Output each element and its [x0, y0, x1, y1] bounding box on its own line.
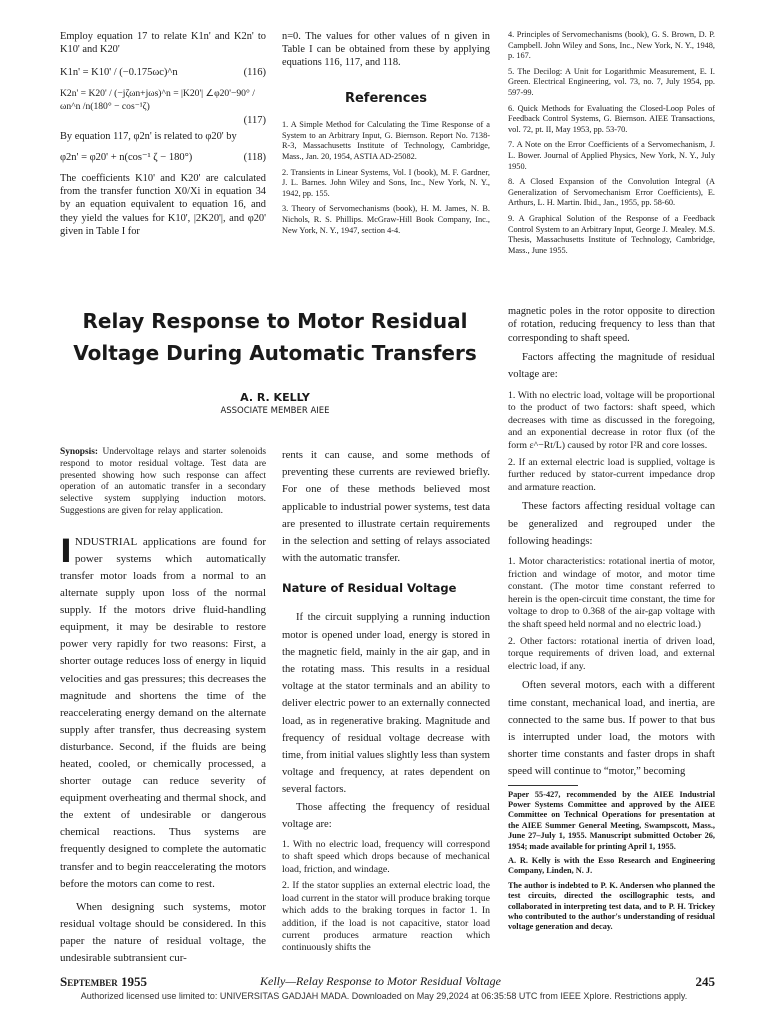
page-number: 245 [695, 974, 715, 989]
issue-date: September 1955 [60, 974, 147, 989]
reference-item: 7. A Note on the Error Coefficients of a Servomechanism, J. L. Bower. Journal of Applied Physics, New York, N. Y., July 1950. [508, 140, 715, 171]
article-col1 [60, 447, 266, 967]
regroup-item-1: 1. Motor characteristics: rotational inertia of motor, friction and windage of motor, and motor time constant. (The motor time constant referred to herein is the open-circuit time constant, the time for voltage to drop to 0.368 of the air-gap voltage with the shaft speed held normal and no electric load.) [508, 555, 715, 630]
design-paragraph: When designing such systems, motor residual voltage should be considered. In this paper the nature of residual voltage, the undesirable subtransient cur- [60, 900, 266, 965]
reference-item: 8. A Closed Expansion of the Convolution Integral (A Generalization of Servomechanism Error Coefficients), E. Arthurs, L. H. Martin. Ibid., Jan., 1955, pp. 58-60. [508, 177, 715, 208]
footnote-author: A. R. Kelly is with the Esso Research and Engineering Company, Linden, N. J. [508, 855, 715, 876]
frequency-paragraph: Those affecting the frequency of residual voltage are: [282, 801, 490, 830]
equation-118: φ2n' = φ20' + n(cos⁻¹ ζ − 180°) (118) [60, 152, 266, 164]
top-col1 [60, 30, 266, 242]
reference-item: 5. The Decilog: A Unit for Logarithmic Measurement, E. I. Green. Electrical Engineering, vol. 73, no. 7, July 1954, pp. 597-99. [508, 66, 715, 97]
footnote-rule [508, 785, 578, 786]
footnote-acknowledgment: The author is indebted to P. K. Andersen who planned the test circuits, directed the oscillographic tests, and collaborated in interpreting test data, and to P. H. Trickey who contributed to the author's understanding of residual voltage generation and decay. [508, 880, 715, 932]
reference-item: 2. Transients in Linear Systems, Vol. I (book), M. F. Gardner, J. L. Barnes. John Wiley and Sons, Inc., New York, N. Y., 1942, pp. 155. [282, 167, 490, 198]
frequency-item-1: 1. With no electric load, frequency will correspond to shaft speed which drops because of mechanical load, friction, and windage. [282, 839, 490, 875]
article-col2 [282, 447, 490, 959]
author-name: A. R. KELLY [240, 391, 310, 404]
author-role: ASSOCIATE MEMBER AIEE [220, 406, 330, 416]
regroup-item-2: 2. Other factors: rotational inertia of driven load, torque requirements of driven load, and external electric load, if any. [508, 635, 715, 672]
magnitude-item-1: 1. With no electric load, voltage will be proportional to the product of two factors: shaft speed, which decreases with time as discussed in the foregoing, and an exponential decrease in rotor flux (of the form ε^−Rt/L) caused by rotor I²R and core losses. [508, 389, 715, 451]
coefficients-paragraph: The coefficients K10' and K20' are calculated from the transfer function X0/Xi in equation 34 by an equation equivalent to equation 16, and they yield the values for K10', |2K20'|, and φ20' given in Table I for [60, 173, 266, 237]
equation-117-number: (117) [243, 115, 266, 127]
methods-paragraph: rents it can cause, and some methods of preventing these currents are reviewed briefly. For one of these methods believed most applicable to industrial power systems, test data are presented to illustrate certain requirements in the selection and setting of relays associated with the automatic transfer. [282, 449, 490, 565]
footnote-paper: Paper 55-427, recommended by the AIEE Industrial Power Systems Committee and approved by the AIEE Committee on Technical Operations for presentation at the AIEE Summer General Meeting, Swampscott, Mass., June 27–July 1, 1955. Manuscript submitted October 26, 1954; made available for printing April 1, 1955. [508, 789, 715, 851]
nature-paragraph: If the circuit supplying a running induction motor is opened under load, energy is stored in the magnetic field, mainly in the air gap, and in the rotating mass. This results in a residual voltage at the stator terminals and an ability to deliver electric power to an externally connected load, as in regenerative braking. Magnitude and frequency of residual voltage decrease with time, from initial values slightly less than system voltage and frequency, at rates dependent on several factors. [282, 612, 490, 796]
top-col2 [282, 30, 490, 241]
references-list-b [508, 30, 715, 256]
synopsis [60, 447, 266, 518]
magnitude-item-2: 2. If an external electric load is supplied, voltage is further reduced by stator-current impedance drop and armature reaction. [508, 456, 715, 493]
references-list-a [282, 120, 490, 236]
article-header [60, 305, 490, 416]
nature-heading: Nature of Residual Voltage [282, 581, 457, 596]
reference-item: 6. Quick Methods for Evaluating the Closed-Loop Poles of Feedback Control Systems, G. Biernson. AIEE Transactions, vol. 72, pt. II, May 1953, pp. 53-70. [508, 103, 715, 134]
drop-cap: I [60, 531, 72, 570]
references-heading: References [344, 91, 428, 107]
magnetic-poles-text: magnetic poles in the rotor opposite to direction of rotation, reducing frequency to less than that corresponding to shaft speed. [508, 306, 715, 344]
article-title-line2: Voltage During Automatic Transfers [73, 341, 477, 365]
article-title-line1: Relay Response to Motor Residual [82, 309, 468, 333]
equation-117: K2n' = K20' / (−jζωn+jωs)^n = |K20'| ∠φ20'−90° / ωn^n /n(180° − cos⁻¹ζ) [60, 88, 255, 113]
intro-paragraph: INDUSTRIAL applications are found for power systems which automatically transfer motor loads from a normal to an alternate supply upon loss of the normal supply. If the motors drive fluid-handling equipment, it may be desirable to restore power very rapidly for two reasons: First, a shorter outage reduces loss of energy in liquid velocities and gas pressures; this decreases the magnitude and shortens the time of the reaccelerating energy demand on the alternate supply after transfer, thus decreasing system disturbance. Second, if the fluids are being heated, cooled, or chemically processed, a shorter outage can reduce severity of equipment overheating and thermal shock, and the extent of undesirable or dangerous chemical reactions. Thus systems are frequently designed to complete the automatic transfer and to begin reaccelerating the motors before the motors can come to rest. [60, 531, 266, 890]
page-footer [60, 974, 715, 992]
reference-item: 3. Theory of Servomechanisms (book), H. M. James, N. B. Nichols, R. S. Phillips. McGraw-Hill Book Company, Inc., New York, N. Y., 1947, section 4-4. [282, 204, 490, 235]
equation-116: K1n' = K10' / (−0.175ωc)^n (116) [60, 67, 266, 79]
eq-intro-text: Employ equation 17 to relate K1n' and K2n' to K10' and K20' [60, 31, 266, 56]
reference-item: 4. Principles of Servomechanisms (book), G. S. Brown, D. P. Campbell. John Wiley and Sons, Inc., New York, N. Y., 1948, p. 167. [508, 30, 715, 61]
reference-item: 1. A Simple Method for Calculating the Time Response of a System to an Arbitrary Input, G. Biernson. Report No. 7138-R-3, Massachusetts Institute of Technology, Cambridge, Mass., Jan. 20, 1954, ASTIA AD-25082. [282, 120, 490, 162]
magnitude-paragraph: Factors affecting the magnitude of residual voltage are: [508, 352, 715, 381]
frequency-item-2: 2. If the stator supplies an external electric load, the load current in the stator will produce braking torque which adds to the braking torques in factor 1. In addition, if the load is not capacitive, stator load current produces armature reaction which continuously shifts the [282, 880, 490, 954]
table-values-paragraph: n=0. The values for other values of n given in Table I can be obtained from these by applying equations 116, 117, and 118. [282, 31, 490, 69]
article-col3 [508, 305, 715, 937]
license-notice: Authorized licensed use limited to: UNIVERSITAS GADJAH MADA. Downloaded on May 29,2024 at 06:35:58 UTC from IEEE Xplore. Restrictions apply. [80, 991, 688, 1001]
synopsis-text: Undervoltage relays and starter solenoids respond to motor residual voltage. Test data are presented showing how such response can affect operation of an automatic transfer in a secondary selective system supplying induction motors. Suggestions are given for relay application. [60, 447, 266, 516]
top-col3 [508, 30, 715, 261]
synopsis-label: Synopsis: [60, 447, 99, 457]
often-paragraph: Often several motors, each with a different time constant, mechanical load, and inertia, are connected to the same bus. If power to that bus is interrupted under load, the motors with shorter time constants and faster drops in shaft speed will continue to “motor,” becoming [508, 680, 715, 778]
regroup-paragraph: These factors affecting residual voltage can be generalized and regrouped under the following headings: [508, 501, 715, 547]
eq117-relation-text: By equation 117, φ2n' is related to φ20' by [60, 131, 237, 143]
running-title: Kelly—Relay Response to Motor Residual Voltage [260, 974, 501, 988]
reference-item: 9. A Graphical Solution of the Response of a Feedback Control System to an Arbitrary Input, George J. Mealey. M.S. Thesis, Massachusetts Institute of Technology, Cambridge, Mass., June 1955. [508, 213, 715, 255]
